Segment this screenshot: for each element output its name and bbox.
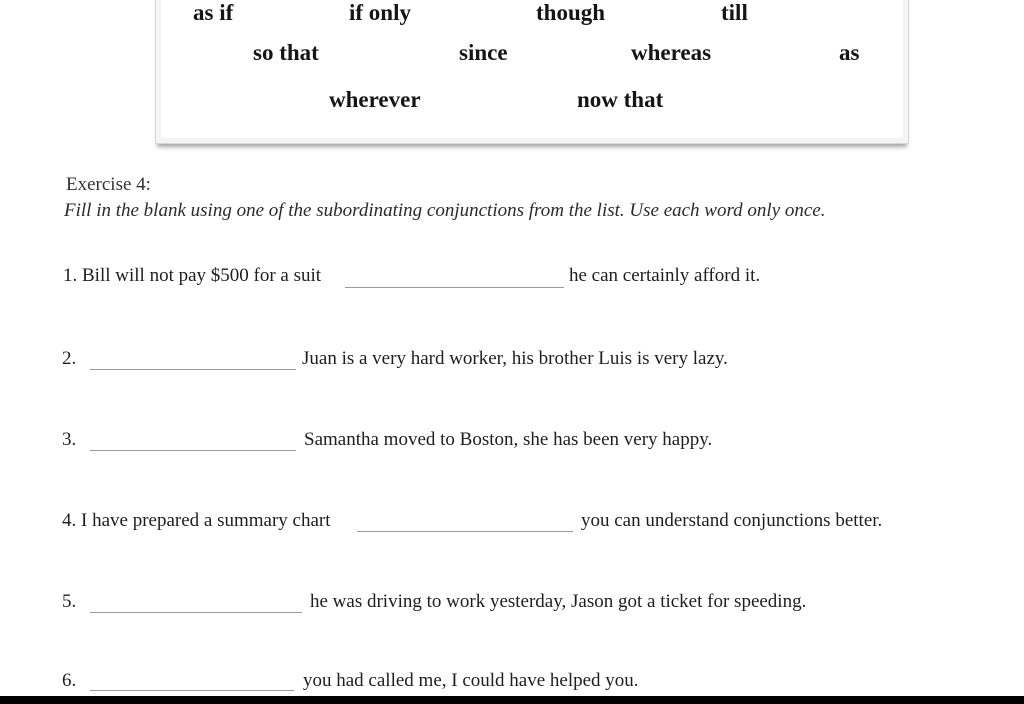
sentence-5-rest: he was driving to work yesterday, Jason got a ticket for speeding. <box>310 591 807 612</box>
sentence-1-lead: 1. Bill will not pay $500 for a suit <box>63 265 322 286</box>
word-so-that: so that <box>253 40 319 65</box>
sentence-4-lead: 4. I have prepared a summary chart <box>62 510 331 531</box>
blank-3[interactable] <box>90 450 296 451</box>
word-as: as <box>839 40 860 65</box>
word-now-that: now that <box>577 87 664 112</box>
blank-6[interactable] <box>90 690 294 691</box>
word-whereas: whereas <box>631 40 712 65</box>
sentence-4-rest: you can understand conjunctions better. <box>581 510 883 531</box>
sentence-6-lead: 6. <box>62 670 77 691</box>
sentence-2-rest: Juan is a very hard worker, his brother Luis is very lazy. <box>302 348 728 369</box>
bottom-edge-bar <box>0 696 1024 704</box>
sentence-1-rest: he can certainly afford it. <box>569 265 761 286</box>
word-wherever: wherever <box>329 87 421 112</box>
word-as-if: as if <box>193 0 234 25</box>
exercise-title: Exercise 4: <box>66 174 151 195</box>
exercise-instructions: Fill in the blank using one of the subordinating conjunctions from the list. Use each word only once. <box>64 200 826 221</box>
blank-4[interactable] <box>357 531 573 532</box>
sentence-3-lead: 3. <box>62 429 77 450</box>
sentence-3-rest: Samantha moved to Boston, she has been very happy. <box>304 429 713 450</box>
word-bank-box <box>155 0 909 144</box>
sentence-2-lead: 2. <box>62 348 77 369</box>
word-though: though <box>536 0 606 25</box>
word-if-only: if only <box>349 0 411 25</box>
sentence-5-lead: 5. <box>62 591 77 612</box>
blank-1[interactable] <box>345 287 564 288</box>
word-till: till <box>721 0 748 25</box>
blank-5[interactable] <box>90 612 302 613</box>
sentence-6-rest: you had called me, I could have helped you. <box>303 670 639 691</box>
word-since: since <box>459 40 508 65</box>
blank-2[interactable] <box>90 369 296 370</box>
